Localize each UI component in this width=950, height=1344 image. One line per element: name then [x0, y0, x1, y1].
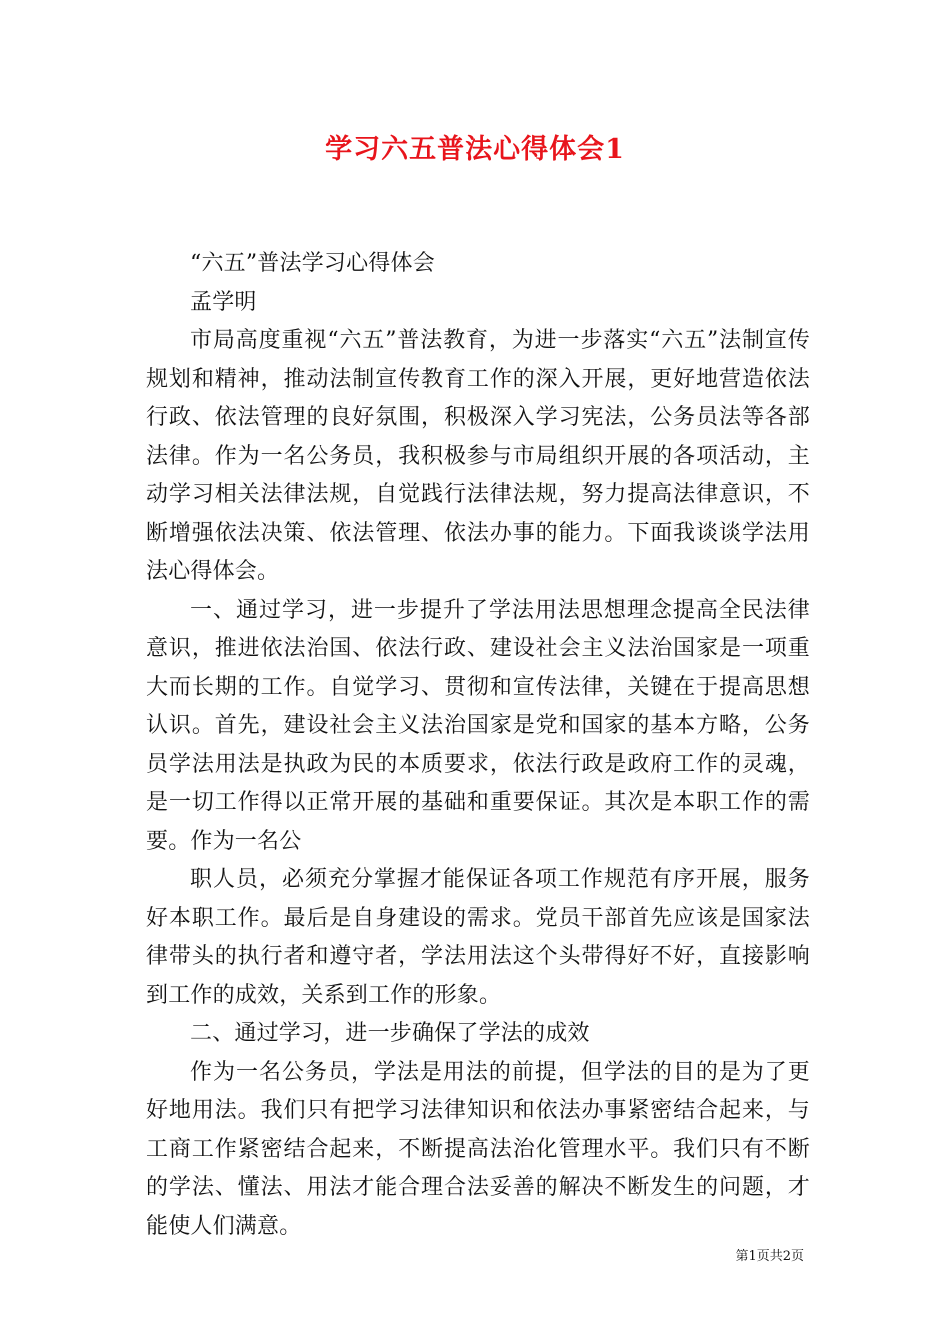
paragraph-section-two-heading: 二、通过学习，进一步确保了学法的成效 — [190, 1021, 590, 1046]
page-number-footer: 第1页共2页 — [735, 1249, 804, 1264]
document-body — [146, 245, 810, 1246]
paragraph-intro: 市局高度重视“六五”普法教育，为进一步落实“六五”法制宣传规划和精神，推动法制宣传教育工作的深入开展，更好地营造依法行政、依法管理的良好氛围，积极深入学习宪法，公务员法等各部法律。作为一名公务员，我积极参与市局组织开展的各项活动，主动学习相关法律法规，自觉践行法律法规，努力提高法律意识，不断增强依法决策、依法管理、依法办事的能力。下面我谈谈学法用法心得体会。 — [146, 328, 810, 584]
paragraph-subtitle: “六五”普法学习心得体会 — [190, 251, 435, 276]
paragraph-section-one: 一、通过学习，进一步提升了学法用法思想理念提高全民法律意识，推进依法治国、依法行政、建设社会主义法治国家是一项重大而长期的工作。自觉学习、贯彻和宣传法律，关键在于提高思想认识。首先，建设社会主义法治国家是党和国家的基本方略，公务员学法用法是执政为民的本质要求，依法行政是政府工作的灵魂，是一切工作得以正常开展的基础和重要保证。其次是本职工作的需要。作为一名公 — [146, 597, 810, 854]
paragraph-author: 孟学明 — [190, 289, 257, 315]
document-title: 学习六五普法心得体会1 — [325, 134, 625, 165]
paragraph-section-one-cont: 职人员，必须充分掌握才能保证各项工作规范有序开展，服务好本职工作。最后是自身建设的需求。党员干部首先应该是国家法律带头的执行者和遵守者，学法用法这个头带得好不好，直接影响到工作的成效，关系到工作的形象。 — [146, 867, 810, 1008]
paragraph-section-two: 作为一名公务员，学法是用法的前提，但学法的目的是为了更好地用法。我们只有把学习法律知识和依法办事紧密结合起来，与工商工作紧密结合起来，不断提高法治化管理水平。我们只有不断的学法、懂法、用法才能合理合法妥善的解决不断发生的问题，才能使人们满意。 — [146, 1059, 810, 1239]
